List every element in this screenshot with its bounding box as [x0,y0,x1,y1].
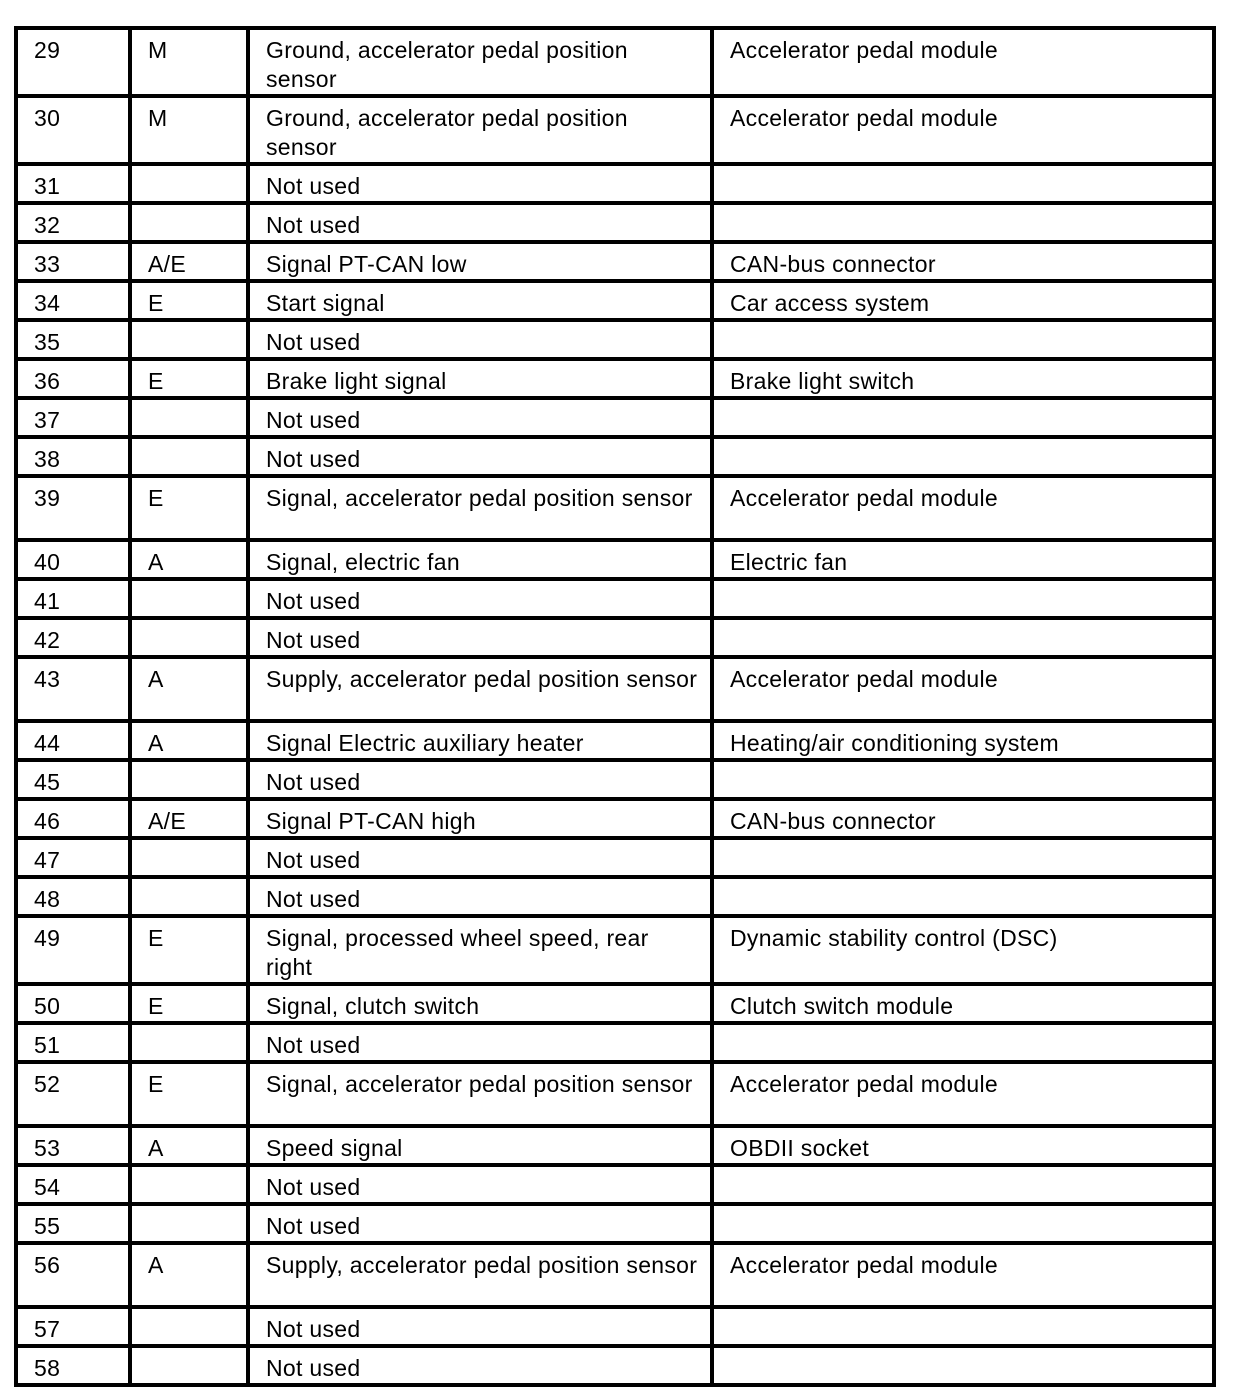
table-row [16,1346,1214,1385]
table-row [16,242,1214,281]
table-row [16,984,1214,1023]
connected-component-cell [712,1023,1214,1062]
signal-type-cell: E [130,916,248,984]
signal-type-cell: M [130,28,248,96]
pin-number-cell: 33 [16,242,130,281]
connected-component-cell: Electric fan [712,540,1214,579]
pin-number-cell: 43 [16,657,130,721]
pin-assignment-table [14,26,1216,1387]
signal-type-cell: E [130,1062,248,1126]
table-row [16,320,1214,359]
signal-type-cell [130,1023,248,1062]
connected-component-cell [712,1204,1214,1243]
table-row [16,203,1214,242]
connected-component-cell [712,579,1214,618]
connected-component-cell [712,320,1214,359]
table-row [16,540,1214,579]
pin-number-cell: 35 [16,320,130,359]
pin-number-cell: 51 [16,1023,130,1062]
table-row [16,281,1214,320]
description-cell: Not used [248,1346,712,1385]
description-cell: Ground, accelerator pedal position sensor [248,28,712,96]
description-cell: Signal, clutch switch [248,984,712,1023]
connected-component-cell: Accelerator pedal module [712,1062,1214,1126]
pin-table-body [16,28,1214,1385]
connected-component-cell: OBDII socket [712,1126,1214,1165]
table-row [16,1204,1214,1243]
description-cell: Brake light signal [248,359,712,398]
connected-component-cell: Heating/air conditioning system [712,721,1214,760]
description-cell: Signal, accelerator pedal position sensor [248,476,712,540]
description-cell: Not used [248,579,712,618]
description-cell: Start signal [248,281,712,320]
connected-component-cell: Accelerator pedal module [712,96,1214,164]
connected-component-cell [712,398,1214,437]
pin-number-cell: 55 [16,1204,130,1243]
table-row [16,359,1214,398]
table-row [16,476,1214,540]
connected-component-cell: Dynamic stability control (DSC) [712,916,1214,984]
table-row [16,1126,1214,1165]
connected-component-cell: CAN-bus connector [712,242,1214,281]
signal-type-cell [130,579,248,618]
table-row [16,437,1214,476]
signal-type-cell: A/E [130,242,248,281]
pin-number-cell: 34 [16,281,130,320]
connected-component-cell: Car access system [712,281,1214,320]
pin-number-cell: 40 [16,540,130,579]
description-cell: Not used [248,1165,712,1204]
table-row [16,760,1214,799]
pin-number-cell: 41 [16,579,130,618]
signal-type-cell: A [130,721,248,760]
pin-number-cell: 50 [16,984,130,1023]
signal-type-cell: A [130,1243,248,1307]
description-cell: Not used [248,320,712,359]
connected-component-cell [712,838,1214,877]
pin-number-cell: 58 [16,1346,130,1385]
signal-type-cell: A [130,1126,248,1165]
signal-type-cell [130,1307,248,1346]
connected-component-cell: CAN-bus connector [712,799,1214,838]
connected-component-cell [712,877,1214,916]
signal-type-cell: E [130,476,248,540]
signal-type-cell [130,838,248,877]
signal-type-cell: A [130,540,248,579]
description-cell: Not used [248,838,712,877]
table-row [16,916,1214,984]
description-cell: Not used [248,164,712,203]
table-row [16,877,1214,916]
pin-number-cell: 39 [16,476,130,540]
description-cell: Not used [248,1204,712,1243]
description-cell: Signal Electric auxiliary heater [248,721,712,760]
description-cell: Signal PT-CAN high [248,799,712,838]
table-row [16,398,1214,437]
pin-number-cell: 53 [16,1126,130,1165]
pin-number-cell: 32 [16,203,130,242]
table-row [16,618,1214,657]
connected-component-cell [712,437,1214,476]
pin-number-cell: 36 [16,359,130,398]
table-row [16,1023,1214,1062]
description-cell: Ground, accelerator pedal position sensor [248,96,712,164]
connected-component-cell: Accelerator pedal module [712,657,1214,721]
description-cell: Not used [248,203,712,242]
signal-type-cell [130,877,248,916]
pin-number-cell: 30 [16,96,130,164]
table-row [16,579,1214,618]
description-cell: Signal, processed wheel speed, rear right [248,916,712,984]
table-row [16,838,1214,877]
table-row [16,1243,1214,1307]
connected-component-cell: Accelerator pedal module [712,1243,1214,1307]
connected-component-cell [712,203,1214,242]
description-cell: Not used [248,618,712,657]
signal-type-cell [130,1346,248,1385]
signal-type-cell [130,1204,248,1243]
table-row [16,164,1214,203]
description-cell: Supply, accelerator pedal position sensor [248,1243,712,1307]
connected-component-cell: Clutch switch module [712,984,1214,1023]
description-cell: Not used [248,1023,712,1062]
connected-component-cell: Accelerator pedal module [712,476,1214,540]
pin-number-cell: 52 [16,1062,130,1126]
signal-type-cell [130,320,248,359]
description-cell: Signal, accelerator pedal position sensor [248,1062,712,1126]
pin-number-cell: 47 [16,838,130,877]
connected-component-cell [712,618,1214,657]
signal-type-cell [130,760,248,799]
table-row [16,1165,1214,1204]
pin-number-cell: 57 [16,1307,130,1346]
description-cell: Not used [248,437,712,476]
signal-type-cell [130,618,248,657]
table-row [16,657,1214,721]
description-cell: Supply, accelerator pedal position sensor [248,657,712,721]
table-row [16,96,1214,164]
pin-number-cell: 38 [16,437,130,476]
description-cell: Signal PT-CAN low [248,242,712,281]
signal-type-cell [130,164,248,203]
table-row [16,1062,1214,1126]
connected-component-cell: Accelerator pedal module [712,28,1214,96]
connected-component-cell [712,164,1214,203]
pin-number-cell: 44 [16,721,130,760]
pin-number-cell: 54 [16,1165,130,1204]
connected-component-cell: Brake light switch [712,359,1214,398]
pin-number-cell: 31 [16,164,130,203]
connected-component-cell [712,1346,1214,1385]
signal-type-cell [130,398,248,437]
pin-number-cell: 56 [16,1243,130,1307]
description-cell: Speed signal [248,1126,712,1165]
signal-type-cell: A/E [130,799,248,838]
pin-number-cell: 46 [16,799,130,838]
signal-type-cell [130,1165,248,1204]
pin-number-cell: 48 [16,877,130,916]
pin-number-cell: 45 [16,760,130,799]
connected-component-cell [712,1307,1214,1346]
table-row [16,721,1214,760]
signal-type-cell [130,437,248,476]
signal-type-cell: E [130,359,248,398]
description-cell: Not used [248,877,712,916]
pin-number-cell: 37 [16,398,130,437]
signal-type-cell [130,203,248,242]
connected-component-cell [712,1165,1214,1204]
signal-type-cell: A [130,657,248,721]
pin-number-cell: 42 [16,618,130,657]
description-cell: Not used [248,398,712,437]
connected-component-cell [712,760,1214,799]
table-row [16,1307,1214,1346]
pin-number-cell: 49 [16,916,130,984]
table-row [16,28,1214,96]
description-cell: Not used [248,1307,712,1346]
signal-type-cell: E [130,984,248,1023]
description-cell: Not used [248,760,712,799]
pin-number-cell: 29 [16,28,130,96]
signal-type-cell: M [130,96,248,164]
table-row [16,799,1214,838]
description-cell: Signal, electric fan [248,540,712,579]
signal-type-cell: E [130,281,248,320]
